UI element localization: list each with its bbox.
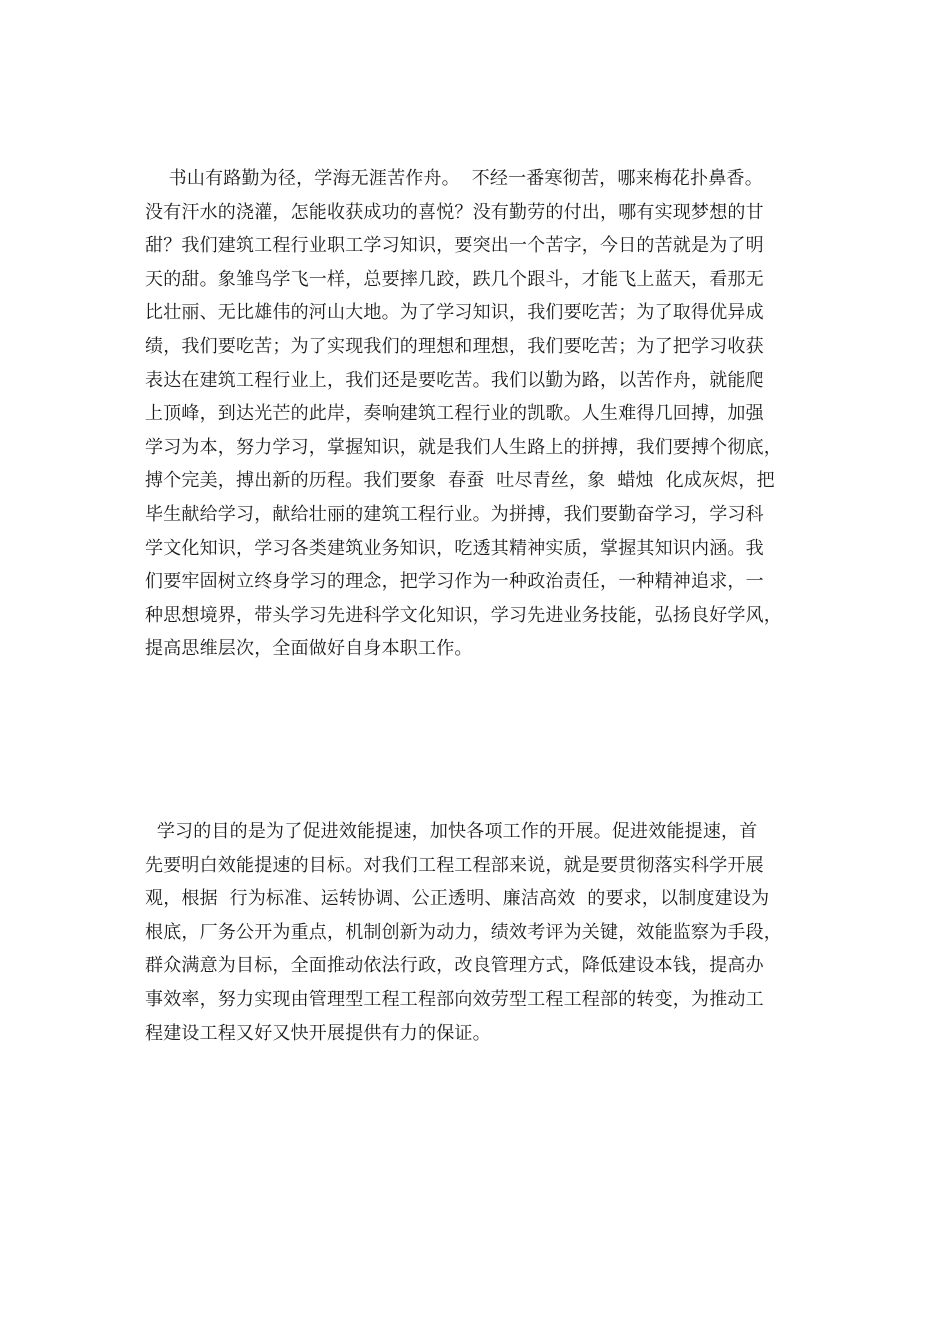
text-line: 上顶峰，到达光芒的此岸，奏响建筑工程行业的凯歌。人生难得几回搏，加强 bbox=[145, 403, 764, 425]
paragraph-2 bbox=[145, 815, 810, 1050]
paragraph-1 bbox=[145, 162, 810, 666]
text-line: 没有汗水的浇灌，怎能收获成功的喜悦？没有勤劳的付出，哪有实现梦想的甘 bbox=[145, 201, 764, 223]
text-line: 天的甜。象雏鸟学飞一样，总要摔几跤，跌几个跟斗，才能飞上蓝天，看那无 bbox=[145, 268, 764, 290]
text-line: 比壮丽、无比雄伟的河山大地。为了学习知识，我们要吃苦；为了取得优异成 bbox=[145, 302, 764, 324]
text-line: 书山有路勤为径，学海无涯苦作舟。 不经一番寒彻苦，哪来梅花扑鼻香。 bbox=[145, 168, 763, 189]
text-line: 们要牢固树立终身学习的理念，把学习作为一种政治责任，一种精神追求，一 bbox=[145, 571, 764, 593]
text-line: 表达在建筑工程行业上，我们还是要吃苦。我们以勤为路，以苦作舟，就能爬 bbox=[145, 369, 764, 391]
text-line: 学习为本，努力学习，掌握知识，就是我们人生路上的拼搏，我们要搏个彻底， bbox=[145, 436, 782, 458]
text-line: 搏个完美，搏出新的历程。我们要象 春蚕 吐尽青丝，象 蜡烛 化成灰烬，把 bbox=[145, 470, 775, 492]
text-line: 提高思维层次，全面做好自身本职工作。 bbox=[145, 638, 473, 660]
text-line: 毕生献给学习，献给壮丽的建筑工程行业。为拼搏，我们要勤奋学习，学习科 bbox=[145, 503, 764, 525]
text-line: 学文化知识，学习各类建筑业务知识，吃透其精神实质，掌握其知识内涵。我 bbox=[145, 537, 764, 559]
text-line: 事效率，努力实现由管理型工程工程部向效劳型工程工程部的转变，为推动工 bbox=[145, 988, 764, 1010]
text-line: 绩，我们要吃苦；为了实现我们的理想和理想，我们要吃苦；为了把学习收获 bbox=[145, 335, 764, 357]
text-line: 观，根据 行为标准、运转协调、公正透明、廉洁高效 的要求，以制度建设为 bbox=[145, 888, 770, 910]
text-line: 程建设工程又好又快开展提供有力的保证。 bbox=[145, 1022, 491, 1044]
text-line: 根底，厂务公开为重点，机制创新为动力，绩效考评为关键，效能监察为手段， bbox=[145, 921, 782, 943]
text-line: 群众满意为目标，全面推动依法行政，改良管理方式，降低建设本钱，提高办 bbox=[145, 955, 764, 977]
text-line: 甜？我们建筑工程行业职工学习知识，要突出一个苦字，今日的苦就是为了明 bbox=[145, 235, 764, 257]
text-line: 先要明白效能提速的目标。对我们工程工程部来说，就是要贯彻落实科学开展 bbox=[145, 854, 764, 876]
text-line: 种思想境界，带头学习先进科学文化知识，学习先进业务技能，弘扬良好学风， bbox=[145, 604, 782, 626]
text-line: 学习的目的是为了促进效能提速，加快各项工作的开展。促进效能提速，首 bbox=[145, 821, 758, 842]
